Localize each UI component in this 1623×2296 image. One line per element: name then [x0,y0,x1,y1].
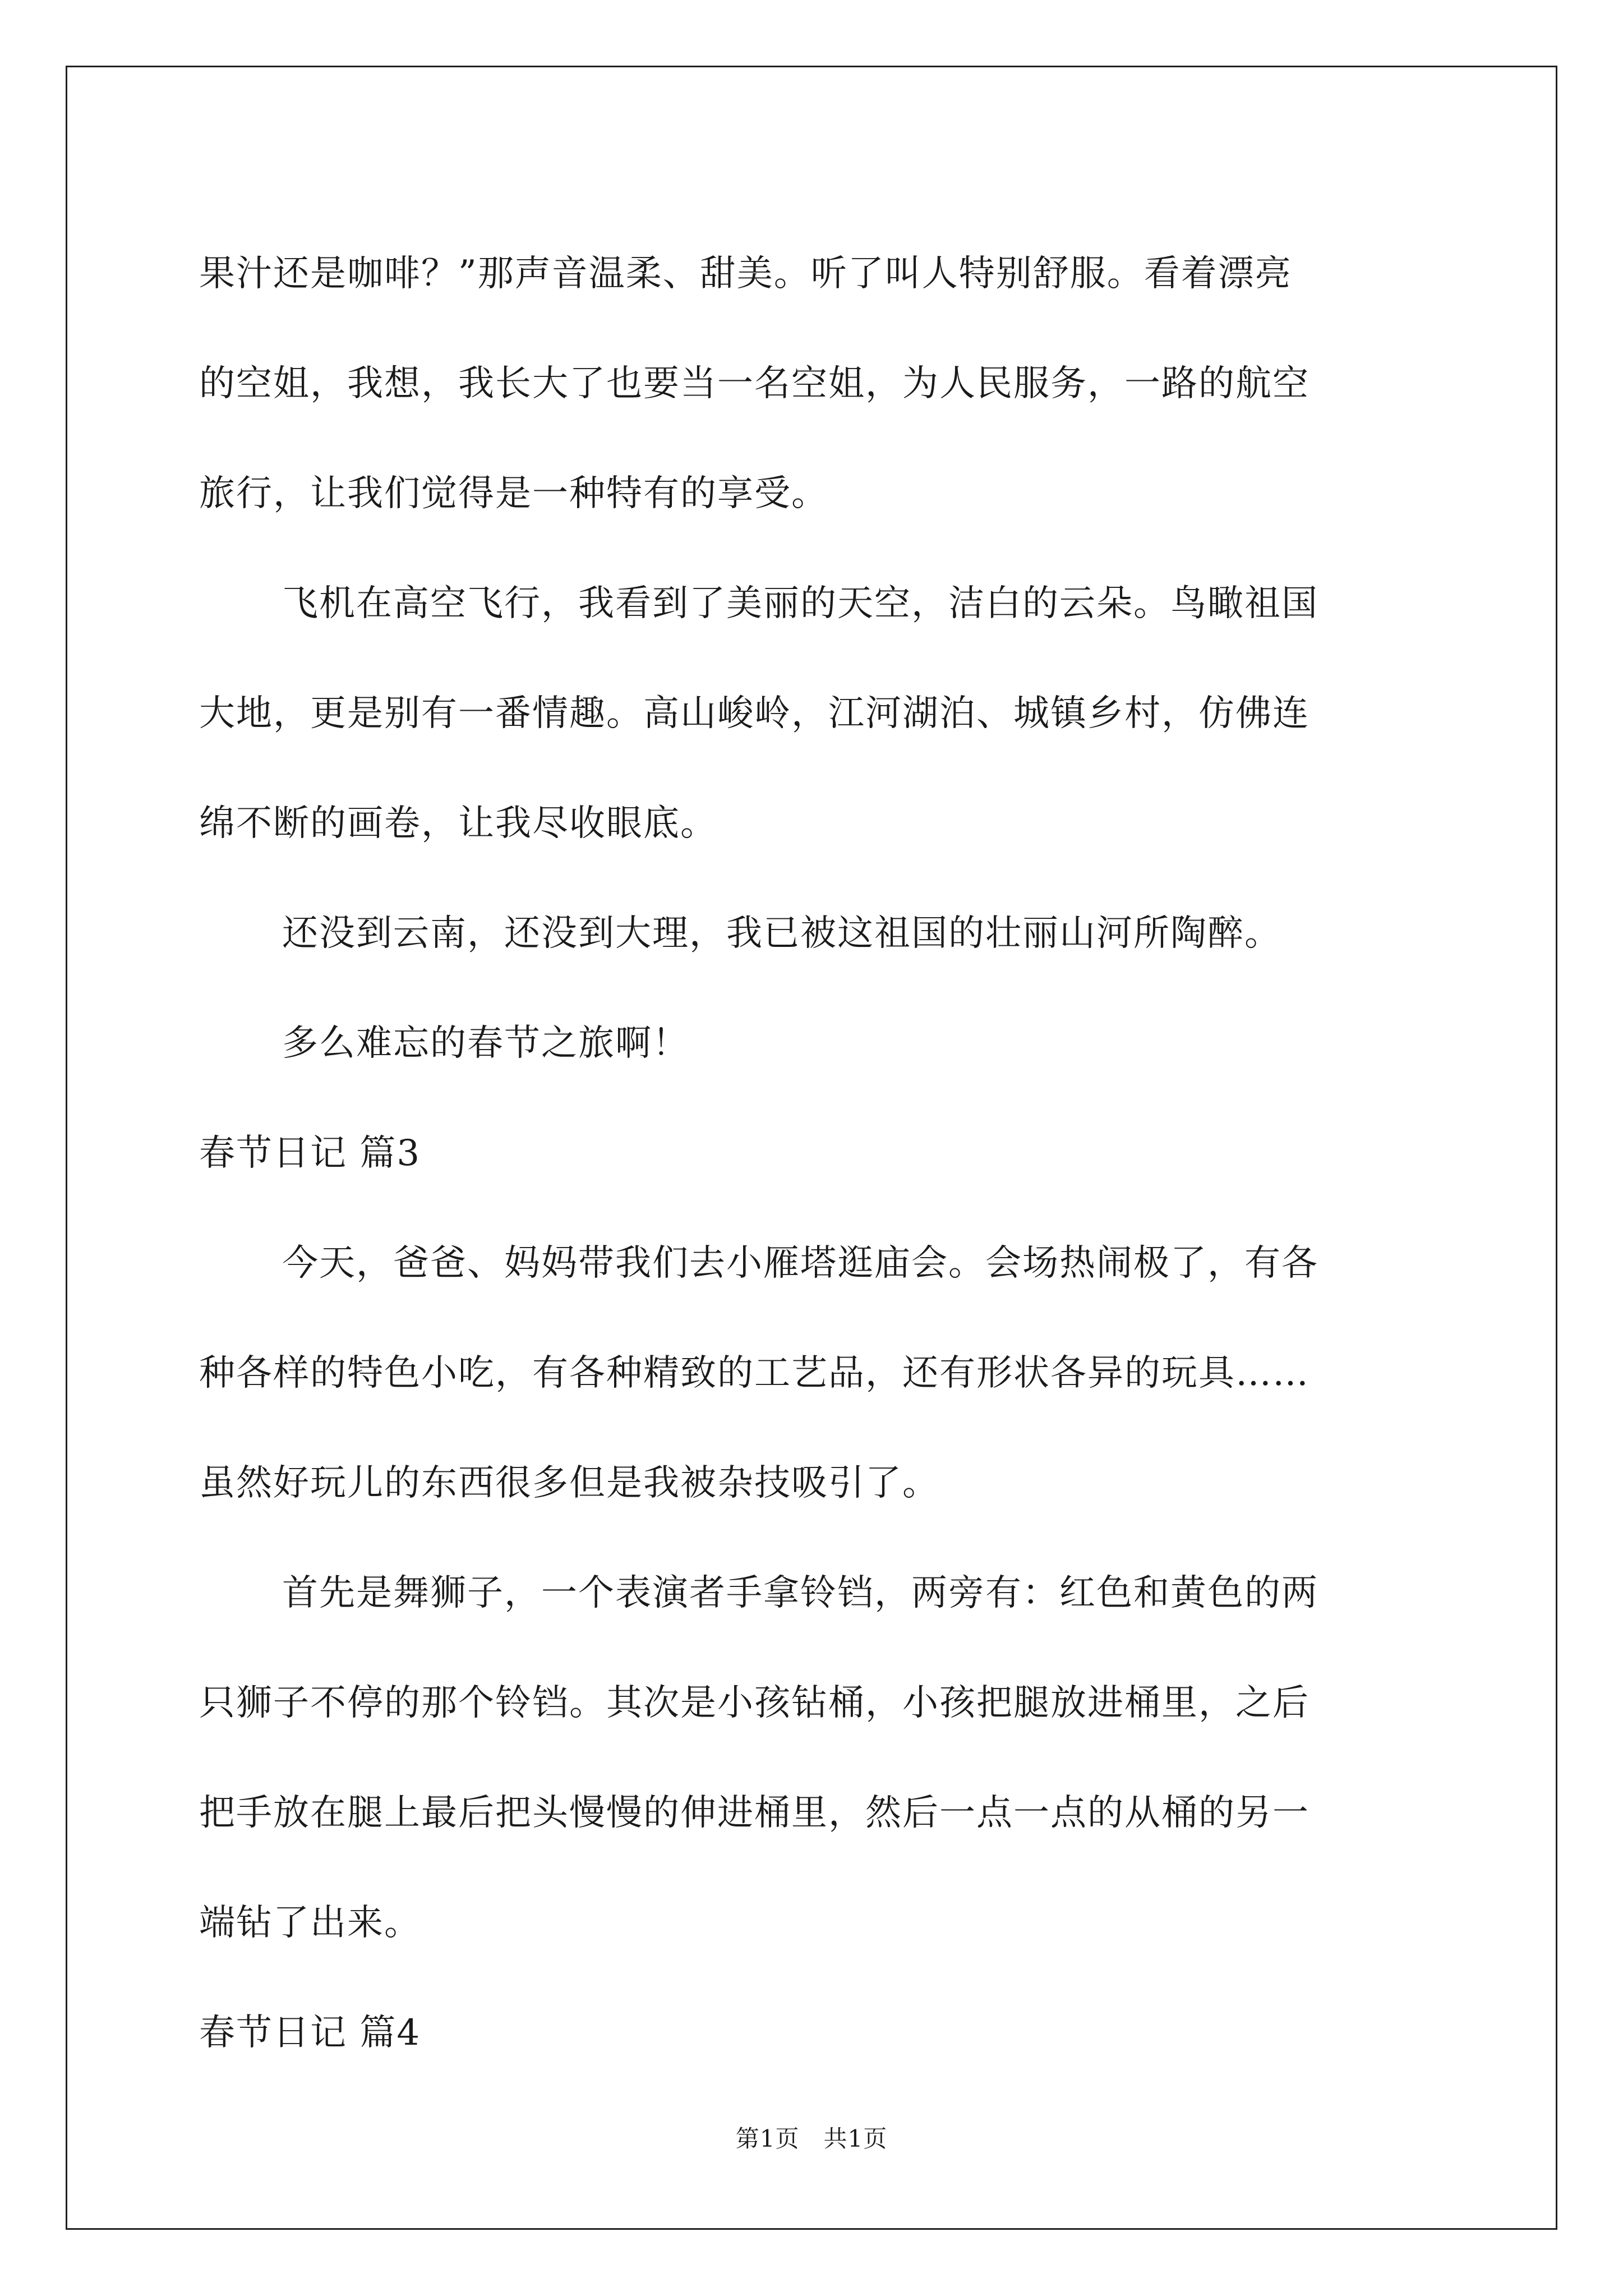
page-footer [0,2120,1623,2154]
text-line-14: 只狮子不停的那个铃铛。其次是小孩钻桶，小孩把腿放进桶里，之后 [199,1682,1310,1724]
text-line-1: 果汁还是咖啡？”那声音温柔、甜美。听了叫人特别舒服。看着漂亮 [199,253,1292,295]
text-line-12: 虽然好玩儿的东西很多但是我被杂技吸引了。 [199,1462,939,1504]
document-body [199,219,1422,2088]
text-line-16: 端钻了出来。 [199,1902,421,1944]
text-line-13: 首先是舞狮子，一个表演者手拿铃铛，两旁有：红色和黄色的两 [282,1572,1318,1614]
text-line-7: 还没到云南，还没到大理，我已被这祖国的壮丽山河所陶醉。 [282,913,1281,954]
text-line-6: 绵不断的画卷，让我尽收眼底。 [199,803,717,844]
text-line-11: 种各样的特色小吃，有各种精致的工艺品，还有形状各异的玩具…… [199,1352,1310,1394]
text-line-2: 的空姐，我想，我长大了也要当一名空姐，为人民服务，一路的航空 [199,363,1310,404]
text-line-8: 多么难忘的春节之旅啊！ [282,1023,689,1064]
text-line-5: 大地，更是别有一番情趣。高山峻岭，江河湖泊、城镇乡村，仿佛连 [199,693,1310,734]
page-number-label: 第1页 [735,2125,800,2152]
text-line-4: 飞机在高空飞行，我看到了美丽的天空，洁白的云朵。鸟瞰祖国 [282,583,1318,624]
section-heading-3: 春节日记 篇3 [199,1133,421,1174]
page-total-label: 共1页 [823,2125,888,2152]
text-line-10: 今天，爸爸、妈妈带我们去小雁塔逛庙会。会场热闹极了，有各 [282,1243,1318,1284]
section-heading-4: 春节日记 篇4 [199,2012,421,2054]
text-line-3: 旅行，让我们觉得是一种特有的享受。 [199,473,828,514]
text-line-15: 把手放在腿上最后把头慢慢的伸进桶里，然后一点一点的从桶的另一 [199,1792,1310,1834]
